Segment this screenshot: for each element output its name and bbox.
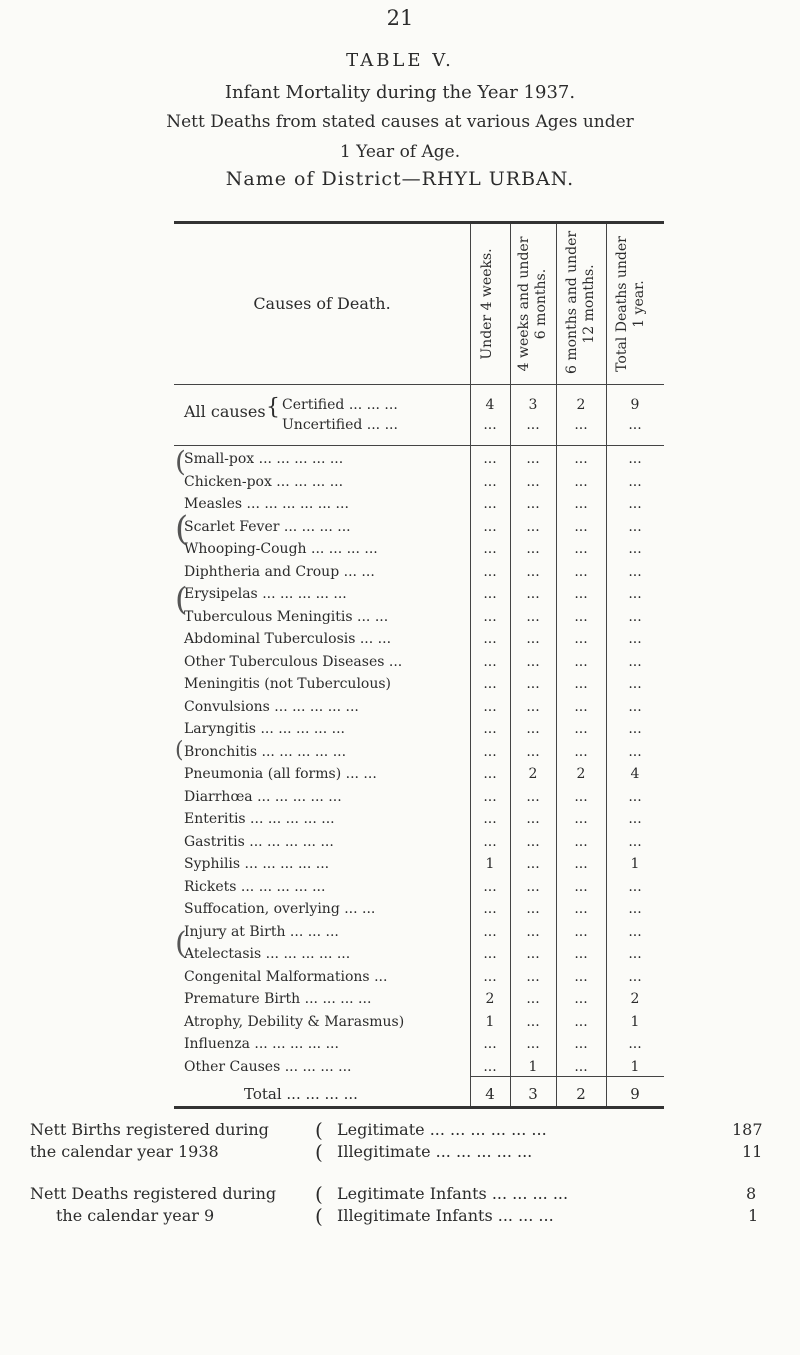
cause-label: Syphilis ... ... ... ... ... — [184, 856, 330, 872]
table-row — [174, 630, 664, 650]
cause-label: Scarlet Fever ... ... ... ... — [184, 518, 351, 535]
cell: ... — [574, 676, 588, 692]
cause-label: Atrophy, Debility & Marasmus) — [184, 1013, 405, 1030]
cell: ... — [526, 541, 540, 557]
cell: ... — [628, 563, 642, 580]
table-title: TABLE V. — [346, 50, 454, 71]
header-total-line1: Total Deaths under — [614, 236, 630, 372]
cell: ... — [628, 833, 642, 850]
cell: ... — [574, 496, 588, 512]
header-total-line2: 1 year. — [631, 280, 647, 328]
illegitimate-births-value: 11 — [742, 1142, 763, 1161]
cell: ... — [483, 1058, 497, 1075]
all-causes-brace: { — [266, 395, 280, 420]
cell: ... — [526, 1036, 540, 1052]
cell: ... — [526, 743, 540, 760]
header-total-under-1-year — [614, 234, 648, 374]
cell: ... — [574, 473, 588, 490]
cause-label: Chicken-pox ... ... ... ... — [184, 473, 344, 490]
cell: ... — [483, 676, 497, 692]
header-divider — [174, 384, 664, 385]
cell: ... — [628, 518, 642, 535]
cell: ... — [574, 923, 588, 940]
total-label: Total ... ... ... ... — [244, 1085, 358, 1103]
table-row — [174, 563, 664, 583]
cell: ... — [483, 563, 497, 580]
table-row — [174, 608, 664, 628]
cell: ... — [574, 518, 588, 535]
legitimate-deaths-label: Legitimate Infants ... ... ... ... — [337, 1184, 569, 1203]
table-row — [174, 585, 664, 605]
cell: ... — [483, 496, 497, 512]
cell: ... — [483, 698, 497, 715]
all-causes-uncertified-row — [174, 416, 664, 436]
cause-label: Influenza ... ... ... ... ... — [184, 1036, 339, 1052]
table-subtitle: Infant Mortality during the Year 1937. — [224, 82, 576, 103]
cell: ... — [526, 653, 540, 670]
table-row — [174, 923, 664, 943]
cell: 3 — [528, 397, 538, 413]
cell: ... — [574, 743, 588, 760]
cell: ... — [483, 788, 497, 805]
mortality-table — [174, 221, 664, 1109]
cell: ... — [483, 743, 497, 760]
cell: 1 — [528, 1058, 538, 1075]
cell: 4 — [485, 397, 495, 413]
header-4-weeks-line2: 6 months. — [533, 268, 549, 340]
cell: ... — [628, 676, 642, 692]
cell: ... — [628, 901, 642, 917]
cell: ... — [574, 586, 588, 602]
deaths-label-2: the calendar year 9 — [56, 1206, 215, 1225]
table-row — [174, 518, 664, 538]
cell: ... — [628, 878, 642, 895]
illegitimate-deaths-label: Illegitimate Infants ... ... ... — [337, 1206, 554, 1225]
cell: ... — [526, 473, 540, 490]
cell: ... — [526, 923, 540, 940]
cell: 9 — [630, 397, 640, 413]
cause-label: Bronchitis ... ... ... ... ... — [184, 743, 347, 760]
table-row — [174, 1013, 664, 1033]
cell: ... — [628, 946, 642, 962]
cause-label: Meningitis (not Tuberculous) — [184, 676, 392, 692]
cell: ... — [574, 1058, 588, 1075]
cell: ... — [574, 1036, 588, 1052]
cell: 2 — [576, 766, 586, 782]
cell: 2 — [576, 397, 586, 413]
cell: ... — [483, 653, 497, 670]
cell: ... — [526, 586, 540, 602]
cell: ... — [574, 856, 588, 872]
cell: ... — [526, 833, 540, 850]
cell: ... — [628, 743, 642, 760]
cell: ... — [526, 721, 540, 737]
cause-label: Pneumonia (all forms) ... ... — [184, 766, 377, 782]
table-row — [174, 698, 664, 718]
table-row — [174, 878, 664, 898]
cell: 4 — [485, 1085, 495, 1103]
cell: ... — [628, 968, 642, 985]
cell: ... — [574, 653, 588, 670]
deaths-brace: ( — [315, 1204, 323, 1228]
legitimate-births-value: 187 — [732, 1120, 763, 1139]
bracket-mark: ( — [175, 580, 188, 618]
cell: ... — [574, 721, 588, 737]
header-under-4-weeks: Under 4 weeks. — [479, 248, 495, 360]
cell: ... — [483, 766, 497, 782]
bracket-mark: ( — [175, 445, 186, 478]
cell: ... — [526, 676, 540, 692]
table-row — [174, 810, 664, 830]
page-number: 21 — [386, 6, 414, 30]
table-row — [174, 743, 664, 763]
cell: ... — [574, 417, 588, 433]
cell: ... — [574, 901, 588, 917]
cell: ... — [526, 788, 540, 805]
cell: ... — [526, 968, 540, 985]
cause-label: Small-pox ... ... ... ... ... — [184, 451, 344, 467]
cell: ... — [526, 631, 540, 647]
cell: 1 — [630, 1058, 640, 1075]
cell: ... — [483, 473, 497, 490]
table-row — [174, 833, 664, 853]
cell: ... — [526, 901, 540, 917]
deaths-label-1: Nett Deaths registered during — [30, 1184, 277, 1203]
cell: ... — [574, 878, 588, 895]
table-row — [174, 653, 664, 673]
bracket-mark: ( — [175, 509, 189, 549]
table-row — [174, 968, 664, 988]
cell: ... — [483, 451, 497, 467]
cause-label: Other Causes ... ... ... ... — [184, 1058, 352, 1075]
births-label-1: Nett Births registered during — [30, 1120, 269, 1139]
cell: ... — [526, 811, 540, 827]
cause-label: Premature Birth ... ... ... ... — [184, 991, 372, 1007]
cell: ... — [483, 833, 497, 850]
cause-label: Erysipelas ... ... ... ... ... — [184, 586, 347, 602]
cell: ... — [628, 417, 642, 433]
certified-label: Certified ... ... ... — [282, 397, 398, 413]
cell: ... — [628, 1036, 642, 1052]
cell: ... — [483, 968, 497, 985]
cell: ... — [574, 563, 588, 580]
cell: ... — [526, 1013, 540, 1030]
header-6-months-line2: 12 months. — [581, 264, 597, 344]
cell: 2 — [485, 991, 495, 1007]
cell: ... — [628, 473, 642, 490]
cell: ... — [526, 698, 540, 715]
legitimate-births-label: Legitimate ... ... ... ... ... ... — [337, 1120, 547, 1139]
cell: ... — [628, 451, 642, 467]
cell: 4 — [630, 766, 640, 782]
illegitimate-births-label: Illegitimate ... ... ... ... ... — [337, 1142, 533, 1161]
cell: ... — [526, 563, 540, 580]
table-subtitle-2: Nett Deaths from stated causes at various Ages under — [166, 112, 634, 132]
cell: ... — [574, 991, 588, 1007]
cell: ... — [628, 541, 642, 557]
cell: ... — [483, 901, 497, 917]
cell: ... — [574, 968, 588, 985]
cell: 1 — [485, 856, 495, 872]
cell: ... — [483, 541, 497, 557]
header-4-weeks-6-months — [516, 234, 550, 374]
cell: ... — [574, 1013, 588, 1030]
cause-label: Measles ... ... ... ... ... ... — [184, 496, 349, 512]
cell: ... — [628, 586, 642, 602]
cell: ... — [628, 788, 642, 805]
deaths-brace: ( — [315, 1182, 323, 1206]
header-6-months-12-months — [564, 230, 598, 374]
all-causes-label: All causes — [184, 402, 266, 421]
cell: ... — [574, 946, 588, 962]
cell: ... — [526, 417, 540, 433]
header-4-weeks-line1: 4 weeks and under — [516, 236, 532, 372]
cell: ... — [574, 541, 588, 557]
cell: ... — [628, 698, 642, 715]
cause-label: Atelectasis ... ... ... ... ... — [184, 946, 351, 962]
cell: ... — [574, 788, 588, 805]
cell: ... — [483, 417, 497, 433]
table-subtitle-3: 1 Year of Age. — [339, 142, 461, 162]
cell: 1 — [630, 1013, 640, 1030]
section-divider — [174, 445, 664, 446]
cause-label: Abdominal Tuberculosis ... ... — [184, 631, 392, 647]
cell: 2 — [528, 766, 538, 782]
table-row — [174, 495, 664, 515]
cell: ... — [483, 811, 497, 827]
cell: 2 — [576, 1085, 586, 1103]
births-brace: ( — [315, 1140, 323, 1164]
cause-label: Rickets ... ... ... ... ... — [184, 878, 326, 895]
bracket-mark: ( — [175, 738, 184, 763]
legitimate-deaths-value: 8 — [746, 1184, 757, 1203]
table-row — [174, 945, 664, 965]
births-brace: ( — [315, 1118, 323, 1142]
table-row — [174, 1058, 664, 1078]
district-name: Name of District—RHYL URBAN. — [225, 168, 575, 190]
table-row — [174, 855, 664, 875]
cell: 1 — [485, 1013, 495, 1030]
cell: ... — [628, 923, 642, 940]
cell: ... — [483, 631, 497, 647]
cell: ... — [526, 878, 540, 895]
cause-label: Tuberculous Meningitis ... ... — [184, 608, 389, 625]
cell: 9 — [630, 1085, 640, 1103]
cause-label: Laryngitis ... ... ... ... ... — [184, 721, 345, 737]
cell: ... — [483, 946, 497, 962]
cause-label: Congenital Malformations ... — [184, 968, 388, 985]
cell: ... — [628, 653, 642, 670]
cell: 3 — [528, 1085, 538, 1103]
table-row — [174, 540, 664, 560]
cell: ... — [526, 608, 540, 625]
cell: ... — [526, 991, 540, 1007]
cell: ... — [526, 496, 540, 512]
cell: ... — [483, 608, 497, 625]
cell: 1 — [630, 856, 640, 872]
total-row — [174, 1084, 664, 1104]
cause-label: Suffocation, overlying ... ... — [184, 901, 376, 917]
cause-label: Diarrhœa ... ... ... ... ... — [184, 788, 342, 805]
cell: ... — [628, 721, 642, 737]
cell: ... — [483, 878, 497, 895]
table-row — [174, 765, 664, 785]
table-row — [174, 473, 664, 493]
table-row — [174, 1035, 664, 1055]
cause-label: Injury at Birth ... ... ... — [184, 923, 339, 940]
cause-label: Convulsions ... ... ... ... ... — [184, 698, 359, 715]
cell: ... — [574, 608, 588, 625]
cell: ... — [628, 608, 642, 625]
table-row — [174, 788, 664, 808]
cell: ... — [574, 811, 588, 827]
cause-label: Enteritis ... ... ... ... ... — [184, 811, 335, 827]
cause-label: Whooping-Cough ... ... ... ... — [184, 541, 378, 557]
cell: ... — [574, 698, 588, 715]
table-row — [174, 900, 664, 920]
cell: 2 — [630, 991, 640, 1007]
cell: ... — [483, 1036, 497, 1052]
uncertified-label: Uncertified ... ... — [282, 417, 398, 433]
cell: ... — [628, 496, 642, 512]
cell: ... — [574, 631, 588, 647]
illegitimate-deaths-value: 1 — [748, 1206, 759, 1225]
cell: ... — [574, 451, 588, 467]
cell: ... — [483, 518, 497, 535]
cell: ... — [574, 833, 588, 850]
table-row — [174, 720, 664, 740]
bracket-mark: ( — [175, 926, 187, 961]
cell: ... — [526, 946, 540, 962]
cell: ... — [526, 856, 540, 872]
cause-label: Other Tuberculous Diseases ... — [184, 653, 403, 670]
cell: ... — [628, 811, 642, 827]
cell: ... — [483, 721, 497, 737]
cell: ... — [628, 631, 642, 647]
causes-header: Causes of Death. — [253, 294, 391, 313]
cause-label: Gastritis ... ... ... ... ... — [184, 833, 334, 850]
all-causes-certified-row — [174, 395, 664, 420]
cell: ... — [483, 923, 497, 940]
header-6-months-line1: 6 months and under — [564, 230, 580, 374]
table-row — [174, 990, 664, 1010]
table-row — [174, 675, 664, 695]
cell: ... — [526, 451, 540, 467]
cell: ... — [483, 586, 497, 602]
table-row — [174, 450, 664, 470]
cause-label: Diphtheria and Croup ... ... — [184, 563, 375, 580]
births-label-2: the calendar year 1938 — [30, 1142, 219, 1161]
cell: ... — [526, 518, 540, 535]
